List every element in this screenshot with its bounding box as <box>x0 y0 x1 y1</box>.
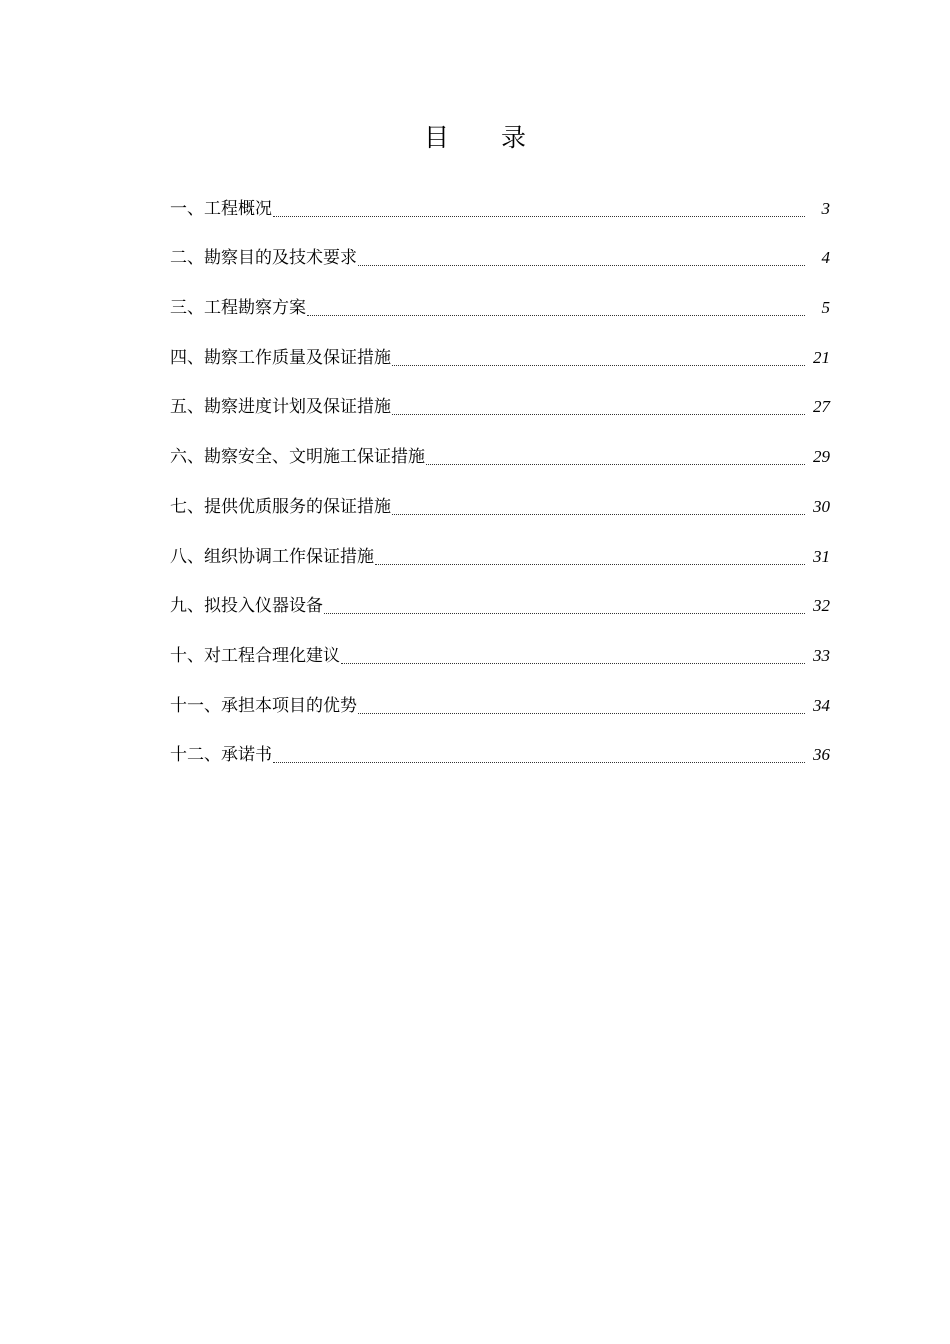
toc-entry[interactable] <box>170 524 830 574</box>
toc-entry-label: 十二、承诺书 <box>170 745 272 766</box>
toc-page-number: 5 <box>821 298 830 318</box>
toc-page-number: 29 <box>813 447 830 467</box>
toc-dot-leader <box>273 761 805 763</box>
toc-entry[interactable] <box>170 176 830 226</box>
toc-page-number: 30 <box>813 496 830 516</box>
toc-dot-leader <box>358 264 805 266</box>
toc-list <box>170 176 830 772</box>
toc-entry-label: 五、勘察进度计划及保证措施 <box>170 397 391 418</box>
toc-page-number: 21 <box>813 347 830 367</box>
toc-entry[interactable] <box>170 723 830 773</box>
toc-entry-label: 六、勘察安全、文明施工保证措施 <box>170 447 425 468</box>
toc-page-number: 36 <box>813 745 830 765</box>
toc-page-number: 3 <box>821 198 830 218</box>
toc-page-number: 4 <box>821 248 830 268</box>
toc-entry[interactable] <box>170 574 830 624</box>
toc-dot-leader <box>273 215 805 217</box>
toc-page-number: 34 <box>813 695 830 715</box>
toc-entry-label: 一、工程概况 <box>170 198 272 219</box>
toc-page-number: 32 <box>813 596 830 616</box>
toc-entry-label: 八、组织协调工作保证措施 <box>170 546 374 567</box>
toc-entry-label: 十、对工程合理化建议 <box>170 645 340 666</box>
toc-entry[interactable] <box>170 325 830 375</box>
toc-entry-label: 二、勘察目的及技术要求 <box>170 248 357 269</box>
toc-entry-label: 九、拟投入仪器设备 <box>170 596 323 617</box>
toc-entry[interactable] <box>170 275 830 325</box>
toc-entry[interactable] <box>170 226 830 276</box>
toc-entry[interactable] <box>170 375 830 425</box>
toc-dot-leader <box>392 513 805 515</box>
toc-page-number: 31 <box>813 546 830 566</box>
toc-page-number: 33 <box>813 645 830 665</box>
title-char: 目 <box>423 123 449 152</box>
title-char: 录 <box>501 123 527 152</box>
toc-dot-leader <box>375 563 805 565</box>
toc-dot-leader <box>426 463 805 465</box>
toc-entry-label: 四、勘察工作质量及保证措施 <box>170 347 391 368</box>
toc-dot-leader <box>392 413 805 415</box>
page-title <box>0 118 950 154</box>
toc-page-number: 27 <box>813 397 830 417</box>
toc-dot-leader <box>358 712 805 714</box>
toc-entry-label: 三、工程勘察方案 <box>170 298 306 319</box>
toc-dot-leader <box>307 314 805 316</box>
toc-entry[interactable] <box>170 623 830 673</box>
toc-entry[interactable] <box>170 424 830 474</box>
toc-entry[interactable] <box>170 673 830 723</box>
toc-dot-leader <box>392 364 805 366</box>
toc-entry[interactable] <box>170 474 830 524</box>
toc-entry-label: 十一、承担本项目的优势 <box>170 695 357 716</box>
toc-dot-leader <box>324 612 805 614</box>
toc-dot-leader <box>341 662 805 664</box>
toc-entry-label: 七、提供优质服务的保证措施 <box>170 496 391 517</box>
